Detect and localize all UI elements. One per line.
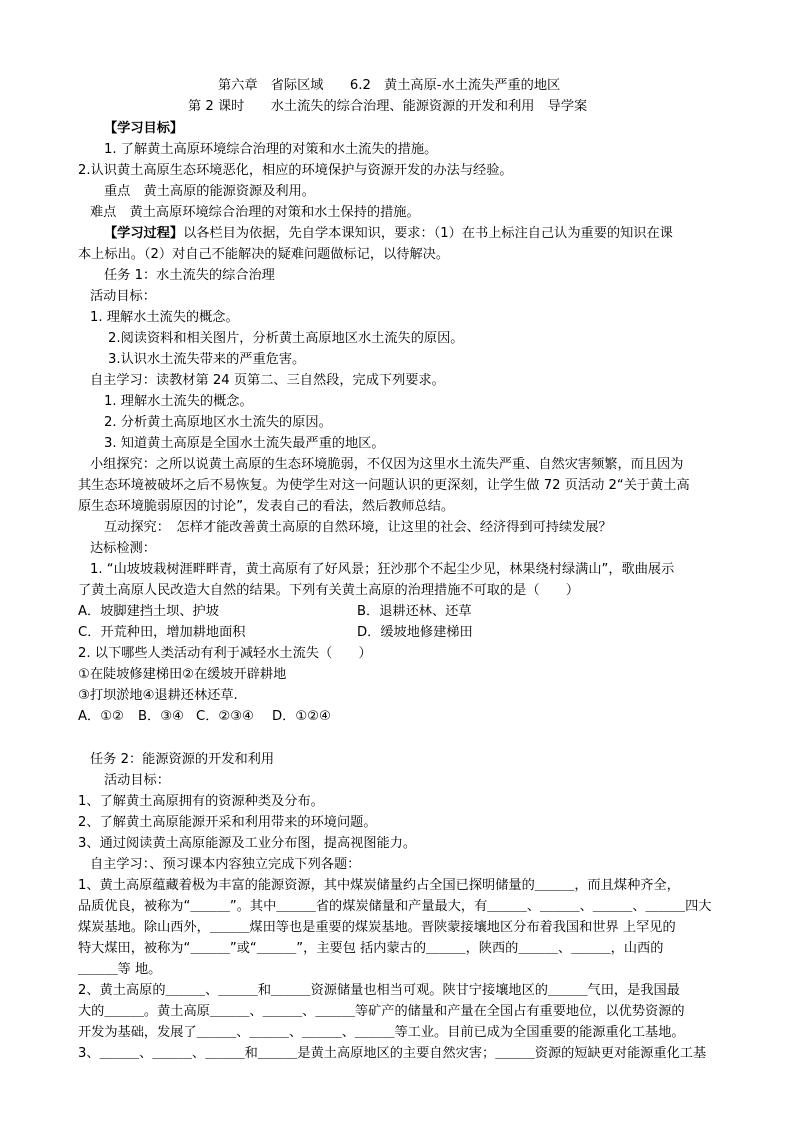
objectives-heading: 【学习目标】 <box>104 121 184 136</box>
task1-req-2: 2. 分析黄土高原地区水土流失的原因。 <box>104 415 332 430</box>
lesson-title: 第 2 课时 水土流失的综合治理、能源资源的开发和利用 导学案 <box>188 99 588 114</box>
process-line-1 <box>104 225 673 243</box>
para1-line-3: 煤炭基地。除山西外，＿＿＿煤田等也是重要的煤炭基地。晋陕蒙接壤地区分布着我国和世界 上罕见的 <box>78 920 676 935</box>
objective-1: 1. 了解黄土高原环境综合治理的对策和水土流失的措施。 <box>104 142 438 157</box>
process-text-1: 以各栏目为依据，先自学本课知识，要求：（1）在书上标注自己认为重要的知识在课 <box>183 226 673 241</box>
group-inquiry-1: 小组探究：之所以说黄土高原的生态环境脆弱，不仅因为这里水土流失严重、自然灾害频繁，而且因为 <box>90 457 684 472</box>
para1-line-1: 1、黄土高原蕴藏着极为丰富的能源资源，其中煤炭储量约占全国已探明储量的＿＿＿，而且煤种齐全， <box>78 878 680 893</box>
task2-goal-1: 1、了解黄土高原拥有的资源种类及分布。 <box>78 794 324 809</box>
process-line-2: 本上标出。（2）对自己不能解决的疑难问题做标记，以待解决。 <box>78 247 450 262</box>
task1-title: 任务 1：水土流失的综合治理 <box>104 268 275 283</box>
para2-line-1: 2、黄土高原的＿＿＿、＿＿＿和＿＿＿资源储量也相当可观。陕甘宁接壤地区的＿＿＿气田，是我国最 <box>78 983 680 998</box>
difficulty: 难点 黄土高原环境综合治理的对策和水土保持的措施。 <box>90 205 420 220</box>
task1-goal-label: 活动目标： <box>90 289 156 304</box>
question-1-line-2: 了黄土高原人民改造大自然的结果。下列有关黄土高原的治理措施不可取的是（ ） <box>78 583 580 598</box>
chapter-title: 第六章 省际区域 6.2 黄土高原-水土流失严重的地区 <box>218 78 561 93</box>
task2-title: 任务 2：能源资源的开发和利用 <box>90 752 275 767</box>
q2-option-b: B．③④ <box>138 709 184 724</box>
group-inquiry-2: 其生态环境被破坏之后不易恢复。为使学生对这一问题认识的更深刻，让学生做 72 页活动 2“关于黄土高 <box>78 478 690 493</box>
q1-option-c: C．开荒种田，增加耕地面积 <box>78 625 246 640</box>
task2-goal-label: 活动目标： <box>104 773 170 788</box>
question-2-line-2: ①在陡坡修建梯田②在缓坡开辟耕地 <box>78 667 287 682</box>
q1-option-a: A．坡脚建挡土坝、护坡 <box>78 604 219 619</box>
q1-option-b: B．退耕还林、还草 <box>357 604 472 619</box>
q2-option-a: A．①② <box>78 709 124 724</box>
task2-goal-2: 2、了解黄土高原能源开采和利用带来的环境问题。 <box>78 815 377 830</box>
task1-self-study: 自主学习：读教材第 24 页第二、三自然段，完成下列要求。 <box>90 373 445 388</box>
para1-line-4: 特大煤田，被称为“＿＿＿”或“＿＿＿”，主要包 括内蒙古的＿＿＿，陕西的＿＿＿、＿＿＿，山西的 <box>78 941 664 956</box>
process-heading: 【学习过程】 <box>104 226 184 241</box>
para3-line-1: 3、＿＿＿、＿＿＿、＿＿＿和＿＿＿是黄土高原地区的主要自然灾害；＿＿＿资源的短缺更对能源重化工基 <box>78 1046 707 1061</box>
task1-goal-1: 1. 理解水土流失的概念。 <box>90 310 239 325</box>
key-point: 重点 黄土高原的能源资源及利用。 <box>104 184 315 199</box>
check-label: 达标检测： <box>90 541 156 556</box>
task1-goal-3: 3.认识水土流失带来的严重危害。 <box>108 352 306 367</box>
question-1-line-1: 1. “山坡坡栽树涯畔畔青，黄土高原有了好风景；狂沙那个不起尘少见，林果绕村绿满山”，歌曲展示 <box>90 562 675 577</box>
task1-req-3: 3. 知道黄土高原是全国水土流失最严重的地区。 <box>104 436 385 451</box>
para2-line-3: 开发为基础，发展了＿＿＿、＿＿＿、＿＿＿、＿＿＿等工业。目前已成为全国重要的能源重化工基地。 <box>78 1025 685 1040</box>
question-2-line-3: ③打坝淤地④退耕还林还草. <box>78 688 238 703</box>
task1-req-1: 1. 理解水土流失的概念。 <box>104 394 253 409</box>
para2-line-2: 大的＿＿＿。黄土高原＿＿＿、＿＿＿、＿＿＿等矿产的储量和产量在全国占有重要地位，以优势资源的 <box>78 1004 685 1019</box>
task1-goal-2: 2.阅读资料和相关图片，分析黄土高原地区水土流失的原因。 <box>108 331 464 346</box>
task2-goal-3: 3、通过阅读黄土高原能源及工业分布图，提高视图能力。 <box>78 836 417 851</box>
q1-option-d: D．缓坡地修建梯田 <box>357 625 473 640</box>
interactive-inquiry: 互动探究： 怎样才能改善黄土高原的自然环境，让这里的社会、经济得到可持续发展？ <box>104 520 612 535</box>
question-2-line-1: 2. 以下哪些人类活动有利于减轻水土流失（ ） <box>78 646 372 661</box>
q2-option-c: C．②③④ <box>196 709 254 724</box>
group-inquiry-3: 原生态环境脆弱原因的讨论”，发表自己的看法，然后教师总结。 <box>78 499 455 514</box>
objective-2: 2.认识黄土高原生态环境恶化，相应的环境保护与资源开发的办法与经验。 <box>78 163 513 178</box>
q2-option-d: D．①②④ <box>272 709 331 724</box>
task2-self-study: 自主学习：、预习课本内容独立完成下列各题： <box>90 857 361 872</box>
para1-line-2: 品质优良，被称为“＿＿＿”。其中＿＿＿省的煤炭储量和产量最大，有＿＿＿、＿＿＿、＿＿＿、＿＿＿四大 <box>78 899 712 914</box>
para1-line-5: ＿＿＿等 地。 <box>78 962 162 977</box>
